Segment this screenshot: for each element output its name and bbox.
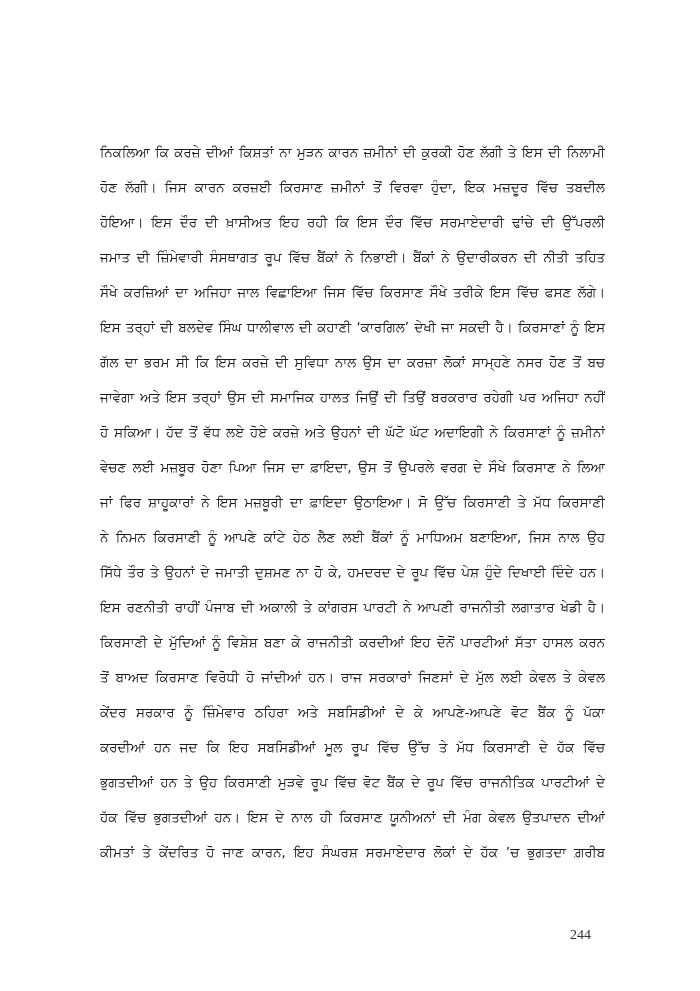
text-line: ਗੱਲ ਦਾ ਭਰਮ ਸੀ ਕਿ ਇਸ ਕਰਜ਼ੇ ਦੀ ਸੁਵਿਧਾ ਨਾਲ ਉਸ ਦਾ ਕਰਜ਼ਾ ਲੋਕਾਂ ਸਾਮ੍ਹਣੇ ਨਸਰ ਹੋਣ ਤੋਂ ਬਚ <box>100 356 605 371</box>
text-line: ਨੇ ਨਿਮਨ ਕਿਰਸਾਣੀ ਨੂੰ ਆਪਣੇ ਕਾਂਟੇ ਹੇਠ ਲੈਣ ਲਈ ਬੈਂਕਾਂ ਨੂੰ ਮਾਧਿਅਮ ਬਣਾਇਆ, ਜਿਸ ਨਾਲ ਉਹ <box>100 531 605 546</box>
text-line: ਜਾਵੇਗਾ ਅਤੇ ਇਸ ਤਰ੍ਹਾਂ ਉਸ ਦੀ ਸਮਾਜਿਕ ਹਾਲਤ ਜਿਉਂ ਦੀ ਤਿਉਂ ਬਰਕਰਾਰ ਰਹੇਗੀ ਪਰ ਅਜਿਹਾ ਨਹੀਂ <box>100 391 605 406</box>
text-line: ਸਿੱਧੇ ਤੌਰ ਤੇ ਉਹਨਾਂ ਦੇ ਜਮਾਤੀ ਦੁਸ਼ਮਣ ਨਾ ਹੋ ਕੇ, ਹਮਦਰਦ ਦੇ ਰੂਪ ਵਿੱਚ ਪੇਸ਼ ਹੁੰਦੇ ਦਿਖਾਈ ਦਿੰਦੇ ਹਨ। <box>100 566 605 581</box>
text-line: ਕਰਦੀਆਂ ਹਨ ਜਦ ਕਿ ਇਹ ਸਬਸਿਡੀਆਂ ਮੂਲ ਰੂਪ ਵਿੱਚ ਉੱਚ ਤੇ ਮੱਧ ਕਿਰਸਾਣੀ ਦੇ ਹੱਕ ਵਿੱਚ <box>100 741 605 756</box>
text-line: ਜਮਾਤ ਦੀ ਜ਼ਿੰਮੇਵਾਰੀ ਸੰਸਥਾਗਤ ਰੂਪ ਵਿੱਚ ਬੈਂਕਾਂ ਨੇ ਨਿਭਾਈ। ਬੈਂਕਾਂ ਨੇ ਉਦਾਰੀਕਰਨ ਦੀ ਨੀਤੀ ਤਹਿਤ <box>100 251 605 266</box>
text-line: ਹੋਇਆ। ਇਸ ਦੌਰ ਦੀ ਖ਼ਾਸੀਅਤ ਇਹ ਰਹੀ ਕਿ ਇਸ ਦੌਰ ਵਿੱਚ ਸਰਮਾਏਦਾਰੀ ਢਾਂਚੇ ਦੀ ਉੱਪਰਲੀ <box>100 216 605 231</box>
text-line: ਸੌਖੇ ਕਰਜ਼ਿਆਂ ਦਾ ਅਜਿਹਾ ਜਾਲ ਵਿਛਾਇਆ ਜਿਸ ਵਿੱਚ ਕਿਰਸਾਣ ਸੌਖੇ ਤਰੀਕੇ ਇਸ ਵਿੱਚ ਫਸਣ ਲੱਗੇ। <box>100 286 605 301</box>
text-line: ਭੁਗਤਦੀਆਂ ਹਨ ਤੇ ਉਹ ਕਿਰਸਾਣੀ ਮੁੜਵੇ ਰੂਪ ਵਿੱਚ ਵੋਟ ਬੈਂਕ ਦੇ ਰੂਪ ਵਿੱਚ ਰਾਜਨੀਤਿਕ ਪਾਰਟੀਆਂ ਦੇ <box>100 776 605 791</box>
text-line: ਵੇਚਣ ਲਈ ਮਜ਼ਬੂਰ ਹੋਣਾ ਪਿਆ ਜਿਸ ਦਾ ਫ਼ਾਇਦਾ, ਉਸ ਤੋਂ ਉਪਰਲੇ ਵਰਗ ਦੇ ਸੌਖੇ ਕਿਰਸਾਣ ਨੇ ਲਿਆ <box>100 461 605 476</box>
text-line: ਹੋਣ ਲੱਗੀ। ਜਿਸ ਕਾਰਨ ਕਰਜ਼ਈ ਕਿਰਸਾਣ ਜ਼ਮੀਨਾਂ ਤੋਂ ਵਿਰਵਾ ਹੁੰਦਾ, ਇਕ ਮਜ਼ਦੂਰ ਵਿੱਚ ਤਬਦੀਲ <box>100 181 605 196</box>
text-line: ਕੀਮਤਾਂ ਤੇ ਕੇਂਦਰਿਤ ਹੋ ਜਾਣ ਕਾਰਨ, ਇਹ ਸੰਘਰਸ਼ ਸਰਮਾਏਦਾਰ ਲੋਕਾਂ ਦੇ ਹੱਕ ’ਚ ਭੁਗਤਦਾ ਗ਼ਰੀਬ <box>100 846 605 861</box>
text-line: ਹੋ ਸਕਿਆ। ਹੱਦ ਤੋਂ ਵੱਧ ਲਏ ਹੋਏ ਕਰਜ਼ੇ ਅਤੇ ਉਹਨਾਂ ਦੀ ਘੱਟੋ ਘੱਟ ਅਦਾਇਗੀ ਨੇ ਕਿਰਸਾਣਾਂ ਨੂੰ ਜ਼ਮੀਨਾਂ <box>100 426 605 441</box>
text-line: ਨਿਕਲਿਆ ਕਿ ਕਰਜ਼ੇ ਦੀਆਂ ਕਿਸ਼ਤਾਂ ਨਾ ਮੁੜਨ ਕਾਰਨ ਜ਼ਮੀਨਾਂ ਦੀ ਕੁਰਕੀ ਹੋਣ ਲੱਗੀ ਤੇ ਇਸ ਦੀ ਨਿਲਾਮੀ <box>100 146 605 161</box>
text-line: ਇਸ ਤਰ੍ਹਾਂ ਦੀ ਬਲਦੇਵ ਸਿੰਘ ਧਾਲੀਵਾਲ ਦੀ ਕਹਾਣੀ ‘ਕਾਰਗਿਲ’ ਦੇਖੀ ਜਾ ਸਕਦੀ ਹੈ। ਕਿਰਸਾਣਾਂ ਨੂੰ ਇਸ <box>100 321 605 336</box>
text-line: ਹੱਕ ਵਿੱਚ ਭੁਗਤਦੀਆਂ ਹਨ। ਇਸ ਦੇ ਨਾਲ ਹੀ ਕਿਰਸਾਣ ਯੂਨੀਅਨਾਂ ਦੀ ਮੰਗ ਕੇਵਲ ਉਤਪਾਦਨ ਦੀਆਂ <box>100 811 605 826</box>
text-line: ਇਸ ਰਣਨੀਤੀ ਰਾਹੀਂ ਪੰਜਾਬ ਦੀ ਅਕਾਲੀ ਤੇ ਕਾਂਗਰਸ ਪਾਰਟੀ ਨੇ ਆਪਣੀ ਰਾਜਨੀਤੀ ਲਗਾਤਾਰ ਖੇਡੀ ਹੈ। <box>100 601 605 616</box>
body-paragraph <box>100 136 605 871</box>
text-line: ਤੋਂ ਬਾਅਦ ਕਿਰਸਾਣ ਵਿਰੋਧੀ ਹੋ ਜਾਂਦੀਆਂ ਹਨ। ਰਾਜ ਸਰਕਾਰਾਂ ਜਿਣਸਾਂ ਦੇ ਮੁੱਲ ਲਈ ਕੇਵਲ ਤੇ ਕੇਵਲ <box>100 671 605 686</box>
page-number: 244 <box>570 928 591 943</box>
text-line: ਕਿਰਸਾਣੀ ਦੇ ਮੁੱਦਿਆਂ ਨੂੰ ਵਿਸ਼ੇਸ਼ ਬਣਾ ਕੇ ਰਾਜਨੀਤੀ ਕਰਦੀਆਂ ਇਹ ਦੋਨੋਂ ਪਾਰਟੀਆਂ ਸੱਤਾ ਹਾਸਲ ਕਰਨ <box>100 636 605 651</box>
text-line: ਜਾਂ ਫਿਰ ਸ਼ਾਹੂਕਾਰਾਂ ਨੇ ਇਸ ਮਜ਼ਬੂਰੀ ਦਾ ਫ਼ਾਇਦਾ ਉਠਾਇਆ। ਸੋ ਉੱਚ ਕਿਰਸਾਣੀ ਤੇ ਮੱਧ ਕਿਰਸਾਣੀ <box>100 496 605 511</box>
text-line: ਕੇਂਦਰ ਸਰਕਾਰ ਨੂੰ ਜ਼ਿੰਮੇਵਾਰ ਠਹਿਰਾ ਅਤੇ ਸਬਸਿਡੀਆਂ ਦੇ ਕੇ ਆਪਣੇ-ਆਪਣੇ ਵੋਟ ਬੈਂਕ ਨੂੰ ਪੱਕਾ <box>100 706 605 721</box>
